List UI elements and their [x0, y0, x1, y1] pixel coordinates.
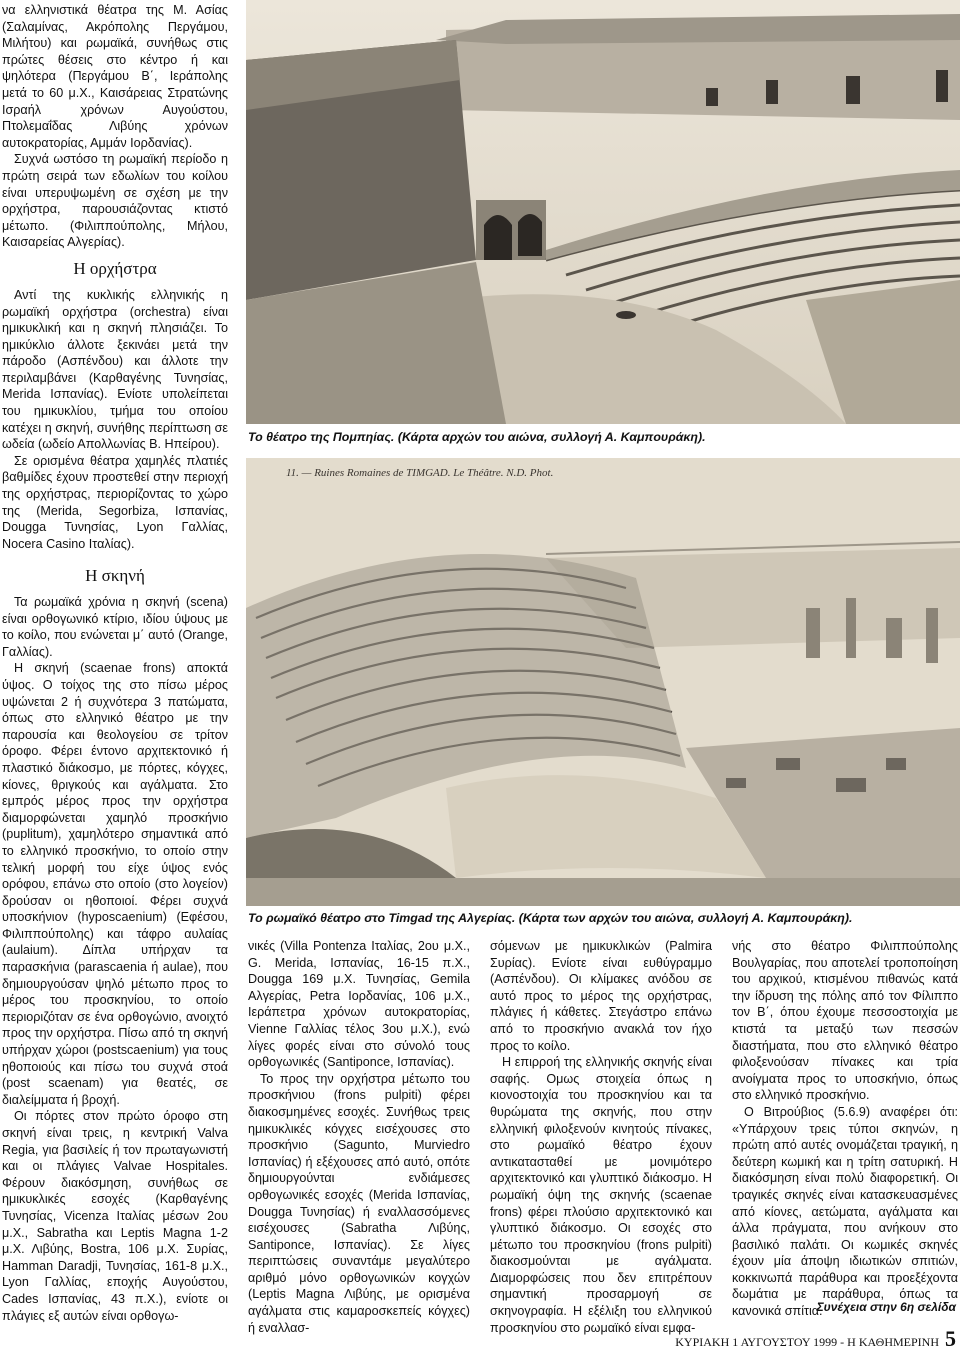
left-column	[2, 2, 228, 551]
continued-note: Συνέχεια στην 6η σελίδα	[816, 1300, 956, 1314]
page-number: 5	[945, 1326, 956, 1351]
section-heading-scene: Η σκηνή	[85, 566, 145, 585]
paragraph: νής στο θέατρο Φιλιππούπολης Βουλγαρίας, που αποτελεί τροποποίηση του αρχικού, κτισμένου πιθανώς κατά την ίδρυση της πόλης από τον Φίλιππο τον Β΄, όπου έχουμε πεσσοστοιχία με κτιστά τα μεταξύ των πεσσών διαστήματα, που στο ελληνικό θέατρο φιλοξενούσαν πίνακες και τρία ανοίγματα προς το υποσκήνιο, όπως στο ελληνικό προσκήνιο.	[732, 939, 958, 1103]
paragraph: Ο Βιτρούβιος (5.6.9) αναφέρει ότι: «Υπάρχουν τρεις τύποι σκηνών, η πρώτη από αυτές ονομάζεται τραγική, η δεύτερη κωμική και η τρίτη σατυρική. Η διακόσμηση είναι πολύ διαφορετική. Οι τραγικές σκηνές είναι κατασκευασμένες από κίονες, αετώματα, αγάλματα και άλλα πράγματα, που ανήκουν στο βασιλικό παλάτι. Οι κωμικές σκηνές έχουν μία άποψη ιδιωτικών σπιτιών, κοκκινωπά παράθυρα και προεξέχοντα δωμάτια με παράθυρα, όπως τα κανονικά σπίτια.	[732, 1104, 958, 1319]
paragraph: Η σκηνή (scaenae frons) αποκτά ύψος. Ο τοίχος της στο πίσω μέρος υψώνεται 2 ή συχνότερα 3 πατώματα, όπως στο ελληνικό θέατρο με την παρουσία και θεολογείου σε τρίτον όροφο. Φέρει έντονο αρχιτεκτονικό ή πλαστικό διάκοσμο, με πόρτες, κόγχες, κίονες, θριγκούς και αγάλματα. Στο εμπρός μέρος προς την ορχήστρα διαμορφώνεται χαμηλό προσκήνιο (puplitum), χαμηλότερο σημαντικά από το ελληνικό προσκήνιο, το οποίο στην τελική μορφή του είχε ύψος ενός ορόφου, επάνω στο οποίο (στο λογείον) δρούσαν οι ηθοποιοί. Φέρει συχνά υποσκήνιον (hyposcaenium) (Εφέσου, Φιλιππούπολης) και τάφρο αυλαίας (aulaium). Δίπλα υπήρχαν τα παρασκήνια (parascaenia ή aulae), που δημιουργούσαν ψηλό μέτωπο προς το μέρος του προσκηνίου, το οποίο περιοριζόταν σε ένα ορθογώνιο, ανοιχτό προς την ορχήστρα. Πίσω από τη σκηνή υπήρχαν χώροι (postscaenium) για τους ηθοποιούς και πίσω του συχνά στοά (post scaenam) για θεατές, σε διαλείμματα ή βροχή.	[2, 661, 228, 1107]
column-4	[732, 938, 958, 1323]
paragraph: Σε ορισμένα θέατρα χαμηλές πλατιές βαθμίδες έχουν προστεθεί στην περιοχή της ορχήστρας, περιορίζοντας το χώρο της (Merida, Segorbiza, Ισπανίας, Dougga Τυνησίας, Lyon Γαλλίας, Nocera Casino Ιταλίας).	[2, 453, 228, 551]
timgad-theatre-illustration	[246, 458, 960, 906]
column-3	[490, 938, 712, 1335]
column-2	[248, 938, 470, 1335]
paragraph: να ελληνιστικά θέατρα της Μ. Ασίας (Σαλαμίνας, Ακρόπολης Περγάμου, Μιλήτου) και ρωμαϊκά, συνήθως στις πρώτες θέσεις στο κέντρο ή και ψηλότερα (Περγάμου Β΄, Ιεράπολης μετά το 60 μ.Χ., Καισάρειας Στρατώνης Ισραήλ χρόνων Αυγούστου, Πτολεμαΐδας Λιβύης χρόνων αυτοκρατορίας, Αμμάν Ιορδανίας).	[2, 3, 228, 150]
footer-dateline: ΚΥΡΙΑΚΗ 1 ΑΥΓΟΥΣΤΟΥ 1999 - Η ΚΑΘΗΜΕΡΙΝΗ	[675, 1335, 939, 1349]
section-heading-orchestra: Η ορχήστρα	[73, 258, 157, 278]
photo-caption-pompeii: Το θέατρο της Πομπηίας. (Κάρτα αρχών του αιώνα, συλλογή Α. Καμπουράκη).	[248, 430, 706, 444]
photo-caption-timgad: Το ρωμαϊκό θέατρο στο Timgad της Αλγερίας. (Κάρτα των αρχών του αιώνα, συλλογή Α. Καμπουράκη).	[248, 911, 853, 925]
paragraph: σόμενων με ημικυκλικών (Palmira Συρίας). Ενίοτε είναι ευθύγραμμο (Ασπένδου). Οι κλίμακες ανόδου σε αυτό προς το μέρος της ορχήστρας, πλάγιες ή κάθετες. Στεγάστρο επάνω από το προσκήνιο ανακλά τον ήχο προς το κοίλο.	[490, 939, 712, 1053]
paragraph: Οι πόρτες στον πρώτο όροφο στη σκηνή είναι τρεις, η κεντρική Valva Regia, για βασιλείς ή τον πρωταγωνιστή και οι πλάγιες Valvae Hospitales. Φέρουν διακόσμηση, συνήθως σε ημικυκλικές εσοχές (Καρθαγένης Τυνησίας, Vicenza Ιταλίας μέσων 2ου μ.Χ., Sabratha και Leptis Magna 1-2 μ.Χ. Λιβύης, Bostra, 106 μ.Χ. Συρίας, Hamman Daradji, Τυνησίας, 161-8 μ.Χ., Lyon Γαλλίας, εποχής Αυγούστου, Cades Ισπανίας, 43 π.Χ.), ενίοτε οι πλάγιες εξ αυτών είναι ορθογω-	[2, 1109, 228, 1323]
left-column-lower	[2, 566, 228, 1321]
timgad-theatre-photo	[246, 458, 960, 906]
page-footer	[675, 1326, 956, 1352]
paragraph: Το προς την ορχήστρα μέτωπο του προσκήνιου (frons pulpiti) φέρει διακοσμημένες εσοχές. Συνήθως τρεις ημικυκλικές κόγχες εισέχουσες στο προσκήνιο (Sagunto, Murviedro Ισπανίας) ή εξέχουσες από αυτό, οπότε δημιουργούνται ενδιάμεσες ορθογωνικές εσοχές (Merida Ισπανίας, Dougga Τυνησίας) ή εναλλασσόμενες εισέχουσες (Sabratha Λιβύης, Santiponce, Ισπανίας). Σε λίγες περιπτώσεις συναντάμε μεγαλύτερο αριθμό μόνο ορθογωνικών κογχών (Leptis Magna Λιβύης, με ορισμένα αγάλματα στις καμαροσκεπείς κόγχες) ή εναλλασ-	[248, 1071, 470, 1335]
pompeii-theatre-illustration	[246, 0, 960, 424]
paragraph: νικές (Villa Pontenza Ιταλίας, 2ου μ.Χ., G. Merida, Ισπανίας, 16-15 π.Χ., Dougga 169 μ.Χ. Τυνησίας, Gemila Αλγερίας, Petra Ιορδανίας, 106 μ.Χ., Ιεράπετρα χρόνων αυτοκρατορίας, Vienne Γαλλίας τέλος 3ου μ.Χ.), ενώ λίγες φορές είναι στο σύνολό τους ορθογωνικές (Santiponce, Ισπανίας).	[248, 939, 470, 1070]
postcard-label: 11. — Ruines Romaines de TIMGAD. Le Théâtre. N.D. Phot.	[286, 467, 554, 479]
paragraph: Συχνά ωστόσο τη ρωμαϊκή περίοδο η πρώτη σειρά των εδωλίων του κοίλου είναι υπερυψωμένη σε σχέση με την ορχήστρα, παρουσιάζοντας κτιστό μέτωπο. (Φιλιππούπολης, Μήλου, Καισαρείας Αλγερίας).	[2, 152, 228, 250]
paragraph: Η επιρροή της ελληνικής σκηνής είναι σαφής. Ομως στοιχεία όπως η κιονοστοιχία του προσκηνίου και τα θυρώματα της σκηνής, που στην ελληνική φιλοξενούν κινητούς πίνακες, στο ρωμαϊκό θέατρο έχουν αντικατασταθεί με μονιμότερο αρχιτεκτονικό και γλυπτικό διάκοσμο. Η ρωμαϊκή όψη της σκηνής (scaenae frons) φέρει πλούσιο αρχιτεκτονικό και γλυπτικό διάκοσμο. Οι εσοχές στο μέτωπο του προσκηνίου (frons pulpiti) διακοσμούνται με αγάλματα. Διαμορφώσεις που δεν επιτρέπουν σημαντική προσαρμογή σε σκηνογραφία. Η εξέλιξη του ελληνικού προσκηνίου στο ρωμαϊκό είναι εμφα-	[490, 1055, 712, 1335]
paragraph: Τα ρωμαϊκά χρόνια η σκηνή (scena) είναι ορθογωνικό κτίριο, ιδίου ύψους με το κοίλο, που ενώνεται μ΄ αυτό (Orange, Γαλλίας).	[2, 595, 228, 659]
paragraph: Αντί της κυκλικής ελληνικής η ρωμαϊκή ορχήστρα (orchestra) είναι ημικυκλική και η σκηνή πλησιάζει. Το ημικύκλιο άλλοτε ξεκινάει μετά την πάροδο (Ασπένδου) και άλλοτε την περιλαμβάνει (Καρθαγένης Τυνησίας, Merida Ισπανίας). Ενίοτε υπολείπεται του ημικυκλίου, τμήμα του οποίου κατέχει η σκηνή, συνήθης περίπτωση σε ωδεία (ωδείο Απολλωνίας Β. Ηπείρου).	[2, 287, 228, 452]
pompeii-theatre-photo	[246, 0, 960, 424]
